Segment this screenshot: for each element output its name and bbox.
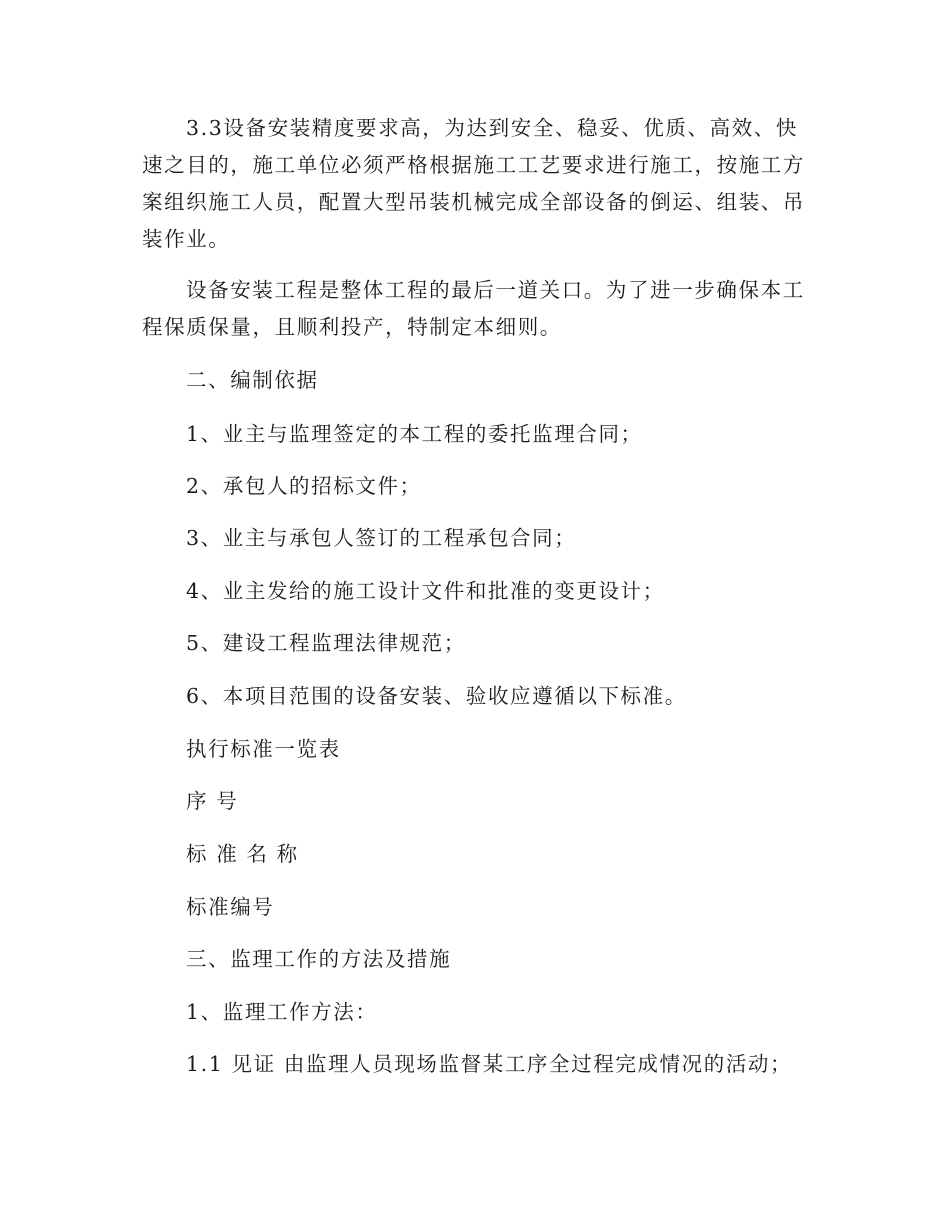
basis-item-1: 1、业主与监理签定的本工程的委托监理合同； — [186, 422, 643, 446]
methods-subheading: 1、监理工作方法： — [186, 1000, 378, 1024]
basis-item-2: 2、承包人的招标文件； — [186, 474, 422, 498]
section-heading-basis: 二、编制依据 — [186, 368, 319, 392]
method-witness-item: 1.1 见证 由监理人员现场监督某工序全过程完成情况的活动； — [186, 1052, 793, 1076]
basis-item-5: 5、建设工程监理法律规范； — [186, 631, 466, 655]
basis-item-4: 4、业主发给的施工设计文件和批准的变更设计； — [186, 579, 665, 603]
basis-item-3: 3、业主与承包人签订的工程承包合同； — [186, 526, 577, 550]
paragraph-equipment-precision: 3.3设备安装精度要求高，为达到安全、稳妥、优质、高效、快速之目的，施工单位必须严格根据施工工艺要求进行施工，按施工方案组织施工人员，配置大型吊装机械完成全部设备的倒运、组装、吊装作业。 — [142, 116, 805, 251]
paragraph-final-checkpoint: 设备安装工程是整体工程的最后一道关口。为了进一步确保本工程保质保量，且顺利投产，特制定本细则。 — [142, 278, 805, 339]
standards-table-header-code: 标准编号 — [186, 895, 275, 919]
section-heading-methods: 三、监理工作的方法及措施 — [186, 947, 452, 971]
basis-item-6: 6、本项目范围的设备安装、验收应遵循以下标准。 — [186, 684, 687, 708]
standards-table-header-name: 标 准 名 称 — [186, 842, 299, 866]
standards-table-title: 执行标准一览表 — [186, 737, 341, 761]
standards-table-header-serial: 序 号 — [186, 789, 239, 813]
